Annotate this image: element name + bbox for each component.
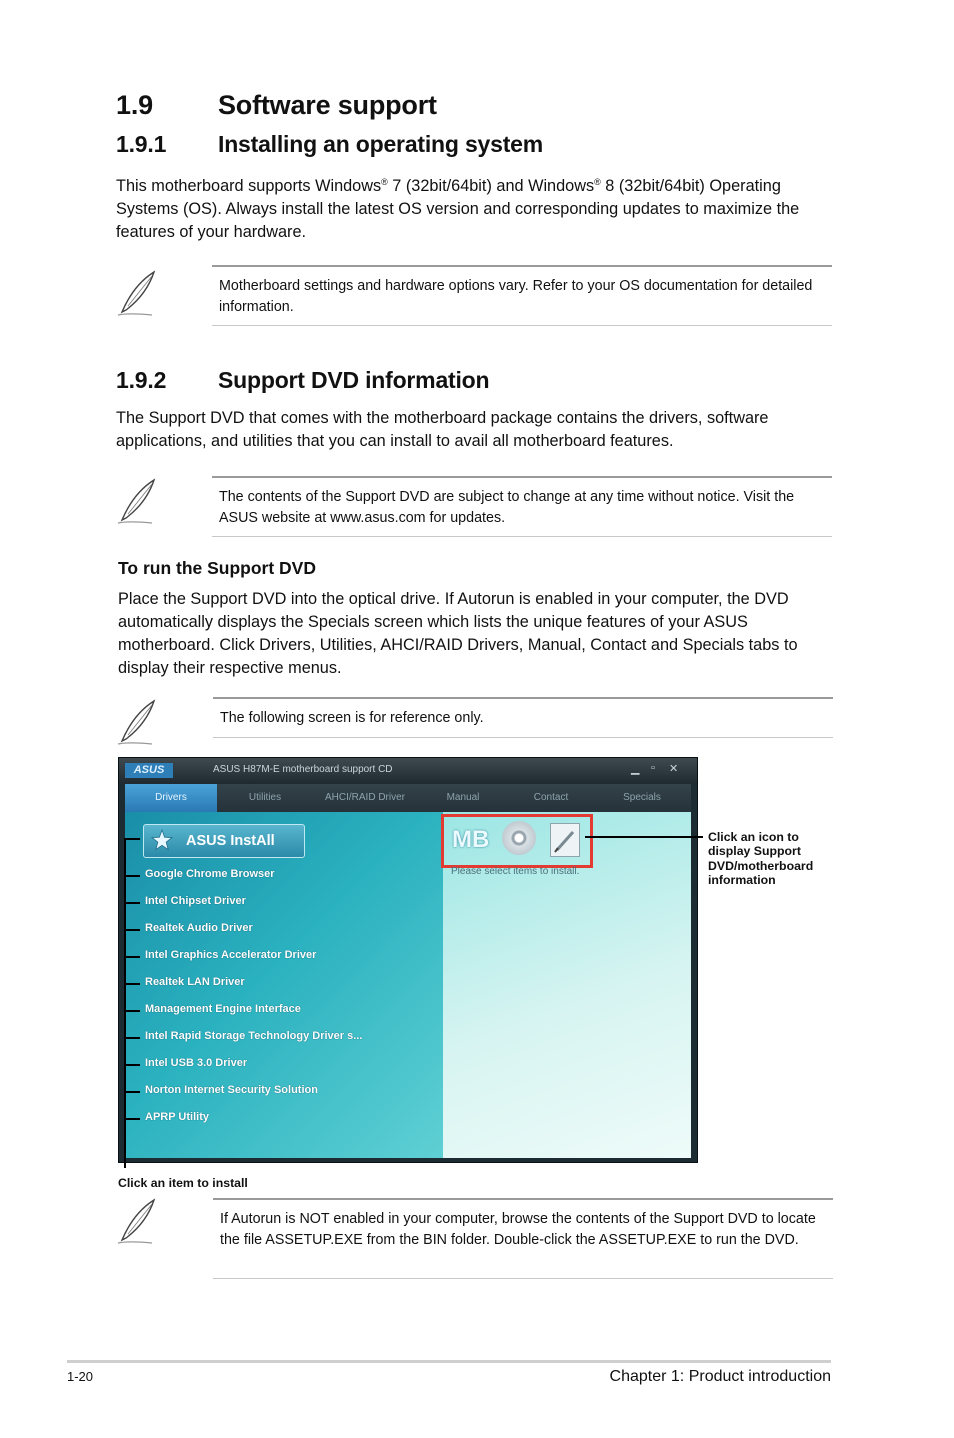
subsection-title: Support DVD information: [218, 367, 490, 393]
note-divider-top: [212, 476, 832, 478]
callout-click-icon: Click an icon to display Support DVD/motherboard information: [708, 830, 814, 887]
subsection-heading-1-9-1: [116, 131, 543, 158]
install-star-icon: [150, 828, 174, 852]
asus-logo: ASUS: [125, 763, 173, 778]
run-dvd-paragraph: Place the Support DVD into the optical drive. If Autorun is enabled in your computer, the DVD automatically displays the Specials screen which lists the unique features of your ASUS motherboard. Click Drivers, Utilities, AHCI/RAID Drivers, Manual, Contact and Specials tabs to display their respective menus.: [118, 590, 798, 677]
registered-mark: ®: [594, 177, 601, 187]
section-number: 1.9: [116, 90, 153, 120]
tab-ahci-raid-driver[interactable]: AHCI/RAID Driver: [324, 792, 405, 803]
driver-item[interactable]: Realtek Audio Driver: [145, 922, 253, 934]
pencil-icon: [551, 824, 579, 856]
subsection-number: 1.9.2: [116, 367, 167, 393]
note-text: The following screen is for reference only.: [220, 710, 484, 726]
note-divider-bottom: [213, 1278, 833, 1279]
select-items-hint: Please select items to install.: [451, 866, 580, 877]
minimize-icon[interactable]: ▁: [631, 763, 640, 775]
tab-manual[interactable]: Manual: [446, 792, 480, 803]
subsection-number: 1.9.1: [116, 131, 167, 157]
screenshot-tabbar: [125, 784, 691, 812]
tab-utilities[interactable]: Utilities: [248, 792, 282, 803]
callout-tick: [124, 1064, 140, 1066]
run-dvd-heading: To run the Support DVD: [118, 558, 316, 578]
callout-tick: [124, 1010, 140, 1012]
note-pen-icon: [114, 697, 160, 747]
support-dvd-screenshot: [118, 757, 698, 1163]
note-divider-top: [212, 265, 832, 267]
screenshot-window-title: ASUS H87M-E motherboard support CD: [213, 764, 393, 775]
driver-item[interactable]: Intel Rapid Storage Technology Driver s...: [145, 1030, 363, 1042]
note-divider-top: [213, 1198, 833, 1200]
registered-mark: ®: [381, 177, 388, 187]
note-pen-icon: [114, 476, 160, 526]
note-pen-icon: [114, 1196, 160, 1246]
note-pen-icon: [114, 268, 160, 318]
callout-line-icons: [585, 836, 703, 838]
callout-tick: [124, 956, 140, 958]
driver-item[interactable]: Intel USB 3.0 Driver: [145, 1057, 248, 1069]
dvd-paragraph: The Support DVD that comes with the motherboard package contains the drivers, software applications, and utilities that you can install to avail all motherboard features.: [116, 409, 769, 450]
subsection-title: Installing an operating system: [218, 131, 544, 157]
subsection-heading-1-9-2: [116, 367, 489, 394]
chapter-label: Chapter 1: Product introduction: [609, 1368, 831, 1385]
callout-tick: [124, 875, 140, 877]
os-text-c: 8 (32bit/64bit) Operating Systems (OS). Always install the latest OS version and corresponding updates to maximize the features of your hardware.: [116, 177, 800, 241]
tab-drivers[interactable]: Drivers: [125, 784, 217, 812]
driver-item[interactable]: Management Engine Interface: [145, 1003, 301, 1015]
os-text-a: This motherboard supports Windows: [116, 177, 382, 195]
note-text: The contents of the Support DVD are subject to change at any time without notice. Visit the ASUS website at www.asus.com for updates.: [219, 489, 795, 526]
install-all-label: ASUS InstAll: [186, 833, 275, 849]
tab-specials[interactable]: Specials: [623, 792, 661, 803]
driver-item[interactable]: Norton Internet Security Solution: [145, 1084, 318, 1096]
callout-tick: [124, 1037, 140, 1039]
note-text: Motherboard settings and hardware options vary. Refer to your OS documentation for detailed information.: [219, 278, 813, 315]
document-icon[interactable]: [550, 823, 580, 857]
driver-item[interactable]: Realtek LAN Driver: [145, 976, 245, 988]
page-number: 1-20: [67, 1369, 94, 1384]
footer-divider: [67, 1360, 831, 1363]
note-divider-top: [213, 697, 833, 699]
driver-item[interactable]: Google Chrome Browser: [145, 868, 275, 880]
asus-install-all-button[interactable]: [143, 824, 305, 858]
callout-tick: [124, 838, 140, 840]
callout-tick: [124, 983, 140, 985]
callout-tick: [124, 929, 140, 931]
tab-contact[interactable]: Contact: [533, 792, 569, 803]
note-divider-bottom: [212, 536, 832, 537]
autorun-note-text: If Autorun is NOT enabled in your computer, browse the contents of the Support DVD to locate the file ASSETUP.EXE from the BIN folder. Double-click the ASSETUP.EXE to run the DVD.: [220, 1211, 816, 1248]
screenshot-titlebar: [119, 758, 697, 784]
driver-item[interactable]: Intel Graphics Accelerator Driver: [145, 949, 317, 961]
restore-icon[interactable]: ▫: [651, 762, 655, 774]
driver-item[interactable]: Intel Chipset Driver: [145, 895, 246, 907]
os-support-paragraph: [116, 171, 836, 244]
close-icon[interactable]: ✕: [669, 763, 679, 775]
driver-item[interactable]: APRP Utility: [145, 1111, 209, 1123]
os-text-b: 7 (32bit/64bit) and Windows: [387, 177, 595, 195]
dvd-info-icon[interactable]: [502, 821, 536, 855]
callout-click-item: Click an item to install: [118, 1176, 248, 1190]
callout-tick: [124, 1091, 140, 1093]
section-heading: [116, 90, 437, 121]
note-divider-bottom: [212, 325, 832, 326]
callout-tick: [124, 1118, 140, 1120]
motherboard-info-icon[interactable]: MB: [452, 826, 490, 853]
note-divider-bottom: [213, 737, 833, 738]
info-icons-highlight: [441, 814, 593, 868]
section-title: Software support: [218, 90, 437, 120]
callout-tick: [124, 902, 140, 904]
